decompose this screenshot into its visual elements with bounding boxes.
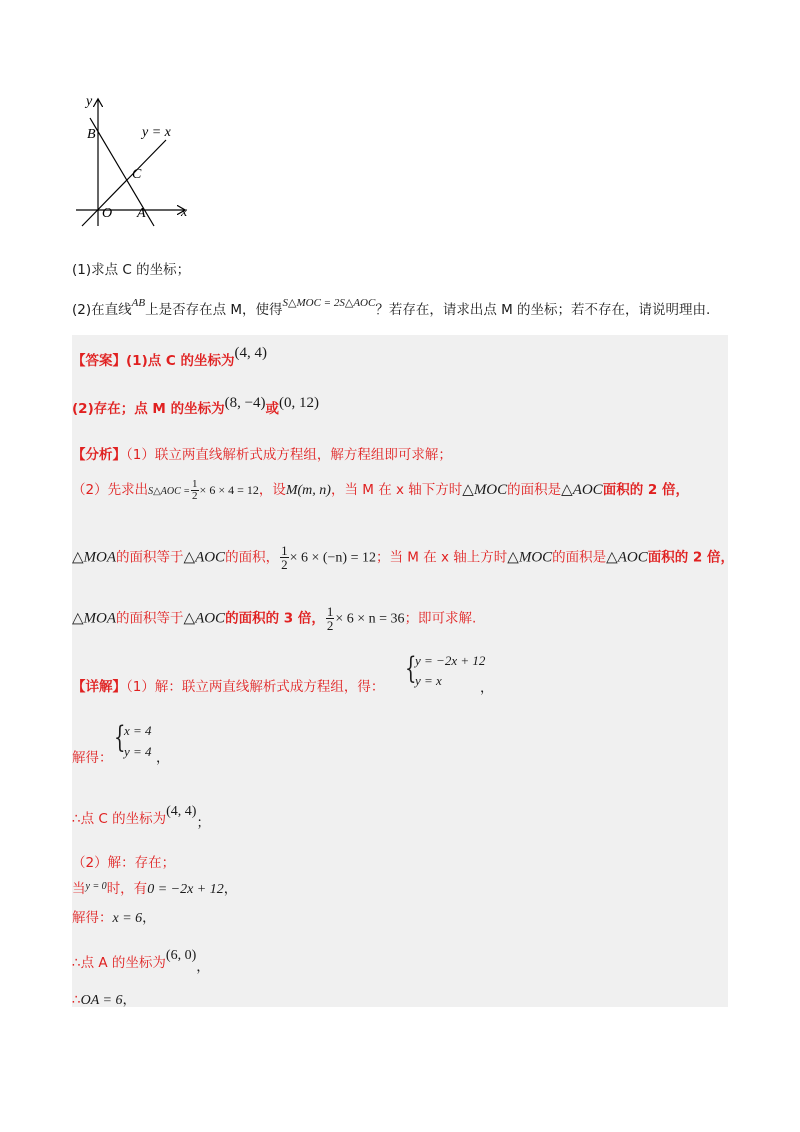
detail-5-c: ，	[223, 881, 238, 897]
analysis-2-m: M(m, n)	[285, 483, 331, 498]
analysis-line-4	[72, 605, 476, 632]
analysis-2-t2: △AOC	[561, 482, 603, 498]
analysis-3-c: ；当 M 在 x 轴上方时	[375, 549, 508, 566]
analysis-line-3	[72, 544, 734, 571]
analysis-4-t2: △AOC	[183, 610, 226, 627]
analysis-3-b: 的面积，	[225, 549, 280, 566]
q2-ab: AB	[131, 297, 146, 309]
y-axis-label: y	[86, 94, 93, 109]
detail-7-text: ∴点 A 的坐标为	[72, 955, 166, 971]
analysis-2-calc: × 6 × 4 = 12	[199, 483, 259, 497]
line-y-equals-x	[82, 140, 166, 226]
point-a-label: A	[137, 206, 146, 221]
coordinate-diagram	[70, 90, 200, 230]
detail-3-text: ∴点 C 的坐标为	[72, 811, 167, 827]
analysis-2-d: 的面积是	[507, 482, 562, 498]
analysis-4-t1: △MOA	[72, 610, 117, 627]
q2-prefix: (2)在直线	[72, 302, 132, 318]
q2-equation: S△MOC = 2S△AOC	[282, 297, 376, 309]
detail-5-a: 当	[72, 881, 86, 897]
detail-1-text: （1）解：联立两直线解析式成方程组，得：	[126, 679, 385, 695]
point-b-label: B	[87, 127, 96, 142]
detail-3-math: (4, 4)	[166, 804, 197, 819]
analysis-3-t4: △AOC	[606, 549, 648, 566]
detail-line-4: （2）解：存在；	[72, 855, 176, 871]
detail-line-7	[72, 948, 210, 975]
analysis-2-b: ，设	[258, 482, 286, 498]
question-2	[72, 298, 710, 318]
detail-8-b: ，	[122, 992, 136, 1008]
detail-7-math: (6, 0)	[165, 948, 197, 963]
coordinate-figure	[70, 90, 200, 230]
detail-line-6	[72, 906, 156, 927]
answer-2-text: (2)存在；点 M 的坐标为	[72, 401, 225, 417]
q2-mid: 上是否存在点 M，使得	[145, 302, 283, 318]
half-fraction: $\frac{1}{2}$	[326, 604, 334, 633]
answer-2-math-2: (0, 12)	[279, 395, 320, 411]
detail-5-cond: y = 0	[85, 881, 107, 892]
system-1-brace: {	[405, 651, 417, 686]
detail-line-2: 解得：	[72, 750, 113, 766]
q2-suffix: ？若存在，请求出点 M 的坐标；若不存在，请说明理由.	[375, 302, 711, 318]
system-2-eq-1: x = 4	[124, 723, 152, 738]
analysis-line-2	[72, 478, 689, 502]
analysis-2-s: S△AOC =	[148, 486, 191, 497]
analysis-3-t2: △AOC	[183, 549, 226, 566]
detail-3-end: ；	[196, 815, 210, 831]
analysis-3-e: 面积的 2 倍，	[647, 549, 735, 566]
detail-8-a: ∴	[72, 992, 81, 1008]
question-1: (1)求点 C 的坐标；	[72, 262, 191, 278]
analysis-label: 【分析】	[72, 447, 126, 463]
system-1-eq-1: y = −2x + 12	[415, 653, 486, 668]
system-2-comma: ，	[156, 750, 170, 766]
analysis-3-a: 的面积等于	[116, 549, 184, 566]
detail-line-1	[72, 675, 384, 695]
x-axis-label: x	[181, 205, 188, 220]
answer-2-math-1: (8, −4)	[224, 395, 266, 411]
analysis-4-calc: × 6 × n = 36	[335, 611, 405, 627]
analysis-4-a: 的面积等于	[116, 610, 184, 627]
detail-6-a: 解得：	[72, 910, 113, 926]
analysis-3-t1: △MOA	[72, 549, 117, 566]
system-2-eq-2: y = 4	[124, 744, 152, 759]
analysis-3-calc: × 6 × (−n) = 12	[289, 550, 376, 566]
system-2-brace: {	[114, 720, 126, 755]
analysis-1-text: （1）联立两直线解析式成方程组，解方程组即可求解；	[126, 447, 452, 463]
answer-line-1	[72, 345, 268, 370]
detail-5-eq: 0 = −2x + 12	[147, 882, 224, 897]
solution-box	[72, 335, 728, 1007]
answer-2-or: 或	[265, 401, 280, 417]
detail-label: 【详解】	[72, 679, 126, 695]
analysis-2-e: 面积的 2 倍，	[602, 482, 689, 498]
analysis-2-t1: △MOC	[462, 482, 508, 498]
analysis-2-c: ，当 M 在 x 轴下方时	[330, 482, 463, 498]
analysis-4-b: 的面积的 3 倍，	[225, 610, 325, 627]
answer-label: 【答案】	[72, 353, 126, 369]
half-fraction: $\frac{1}{2}$	[192, 477, 198, 502]
detail-6-b: ，	[142, 910, 156, 926]
detail-line-3	[72, 804, 210, 831]
origin-label: O	[102, 206, 113, 221]
answer-1-text: (1)点 C 的坐标为	[126, 353, 235, 369]
detail-line-8	[72, 988, 136, 1009]
analysis-line-1	[72, 443, 452, 463]
line-label: y = x	[142, 125, 171, 140]
analysis-3-t3: △MOC	[507, 549, 553, 566]
point-c-label: C	[132, 167, 142, 182]
analysis-3-d: 的面积是	[552, 549, 607, 566]
analysis-4-c: ；即可求解.	[404, 610, 477, 627]
half-fraction: $\frac{1}{2}$	[281, 543, 288, 572]
system-1-eq-2: y = x	[415, 673, 442, 688]
detail-8-eq: OA = 6	[80, 993, 123, 1008]
system-1-comma: ，	[480, 680, 494, 696]
detail-5-b: 时，有	[106, 881, 148, 897]
answer-1-math: (4, 4)	[234, 345, 268, 361]
detail-6-eq: x = 6	[112, 911, 143, 926]
detail-7-end: ，	[196, 959, 210, 975]
answer-line-2	[72, 397, 319, 418]
analysis-2-a: （2）先求出	[72, 482, 149, 498]
detail-line-5	[72, 877, 237, 898]
